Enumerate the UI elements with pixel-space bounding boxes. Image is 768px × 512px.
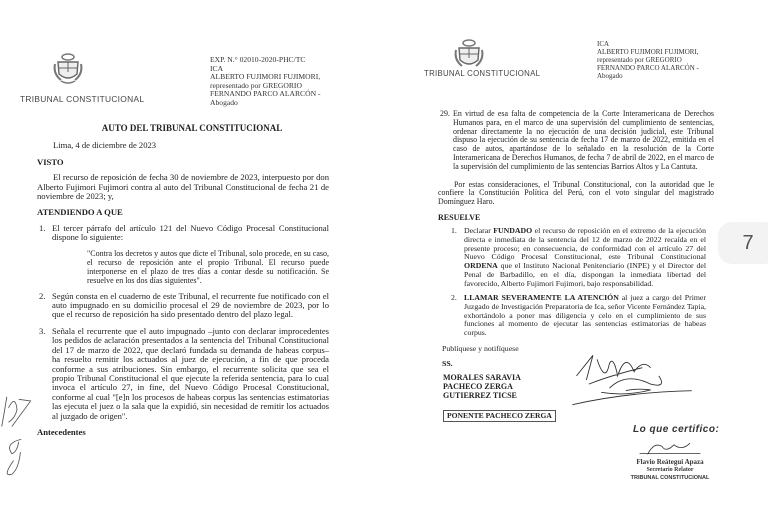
resolution-verdict: FUNDADO <box>493 226 533 236</box>
case-header <box>597 40 699 80</box>
resolution-text: Declarar <box>464 226 494 236</box>
secretary-name: Flavio Reátegui Apaza <box>636 458 704 466</box>
item-text: Según consta en el cuaderno de este Tribunal, el recurrente fue notificado con el auto impugnado en su domicilio procesal el 29 de noviembre de 2023, por lo que el recurso de reposición ha sido presentado dentro del plazo legal. <box>52 290 329 320</box>
handwritten-initials <box>0 385 34 485</box>
atendiendo-heading: ATENDIENDO A QUE <box>37 207 123 218</box>
magistrate-name: GUTIERREZ TICSE <box>443 390 517 400</box>
case-header-line: Abogado <box>597 72 623 80</box>
item-number: 29. <box>440 109 450 118</box>
item-text: El tercer párrafo del artículo 121 del Nuevo Código Procesal Constitucional dispone lo siguiente: <box>52 222 329 243</box>
publiquese-text: Publíquese y notifíquese <box>442 343 519 353</box>
resuelve-heading: RESUELVE <box>438 212 481 222</box>
item-number: 3. <box>39 325 46 336</box>
item-text: Señala el recurrente que el auto impugnado –junto con declarar improcedentes los pedidos de aclaración presentados a la sentencia del Tribunal Constitucional del 17 de marzo de 2022, que declaró fundada su demanda de habeas corpus– ha resuelto remitir los actuados al juez de ejecución, a fin de que proceda conforme a sus atribuciones. Sin embargo, el recurrente solicita que sea el propio Tribunal Constitucional el que ejecute la referida sentencia, para lo cual invoca el artículo 27, in fine, del Nuevo Código Procesal Constitucional, conforme al cual "[e]n los procesos de habeas corpus las sentencias estimatorias las ejecuta el juez o la sala que la expidió, sin necesidad de remitir los actuados al juzgado de origen". <box>52 325 329 421</box>
resolution-item <box>451 226 706 288</box>
item-number: 1. <box>39 222 46 233</box>
magistrate-name: PACHECO ZERGA <box>443 381 513 391</box>
quoted-article: "Contra los decretos y autos que dicte el Tribunal, solo procede, en su caso, el recurso de reposición ante el propio Tribunal. El recurso puede interponerse en el plazo de tres días a contar desde su notificación. Se resuelve en los dos días siguientes". <box>87 248 329 285</box>
case-header-line: ICA <box>597 40 610 48</box>
peru-coat-of-arms-logo <box>454 38 484 72</box>
item-text: En virtud de esa falta de competencia de la Corte Interamericana de Derechos Humanos para, en el marco de una supervisión del cumplimiento de sentencias, ordenar directamente la no ejecución de una decisión judicial, este Tribunal dispuso la ejecución de su sentencia de fecha 17 de marzo de 2022, emitida en el caso de autos, apartándose de lo señalado en la resolución de la Corte Interamericana de Derechos Humanos, de fecha 7 de abril de 2022, en el marco de la supervisión del cumplimiento de las sentencias Barrios Altos y La Cantuta. <box>453 109 714 171</box>
ponente-box: PONENTE PACHECO ZERGA <box>443 410 556 422</box>
resolution-order: ORDENA <box>464 261 498 271</box>
case-header <box>210 56 320 108</box>
list-item <box>440 109 714 172</box>
resolution-text: que el Instituto Nacional Penitenciario (INPE) y el Director del Penal de Barbadillo, en el día, dispongan la inmediata libertad del favorecido, Alberto Fujimori Fujimori, bajo responsabilidad. <box>464 261 706 288</box>
case-header-line: FERNANDO PARCO ALARCÓN - <box>597 64 699 72</box>
case-header-line: ALBERTO FUJIMORI FUJIMORI, <box>210 72 321 82</box>
case-header-line: Abogado <box>210 97 238 107</box>
antecedentes-heading: Antecedentes <box>37 426 86 437</box>
secretary-title: Secretario Relator <box>646 467 694 473</box>
secretary-block <box>620 458 720 482</box>
institution-name: TRIBUNAL CONSTITUCIONAL <box>424 69 541 78</box>
case-number: EXP. N.° 02010-2020-PHC/TC <box>210 55 306 64</box>
resolution-text: al juez a cargo del Primer Juzgado de Investigación Preparatoria de Ica, señor Vicente Fernández Tapia, exhortándolo a poner mas diligencia y celo en el cumplimiento de sus funciones al momento de ejecutar las sentencias estimatorias de habeas corpus. <box>464 293 706 338</box>
magistrates-signatures <box>560 345 700 415</box>
ss-label: SS. <box>442 359 453 369</box>
case-header-line: representado por GREGORIO <box>210 80 302 90</box>
secretary-signature <box>630 440 710 456</box>
visto-heading: VISTO <box>37 156 64 167</box>
case-header-line: ALBERTO FUJIMORI FUJIMORI, <box>597 48 699 56</box>
page-number-badge[interactable]: 7 <box>718 222 768 264</box>
item-number: 1. <box>451 226 457 236</box>
resolution-text: el recurso de reposición en el extremo de la ejecución directa e inmediata de la sentencia del 12 de marzo de 2022 recaída en el presente proceso; en consecuencia, de conformidad con el artículo 27 del Nuevo Código Procesal Constitucional, este Tribunal Constitucional <box>464 226 706 262</box>
peru-coat-of-arms-logo <box>53 52 83 86</box>
document-title: AUTO DEL TRIBUNAL CONSTITUCIONAL <box>101 123 283 133</box>
secretary-institution: TRIBUNAL CONSTITUCIONAL <box>630 475 710 481</box>
left-page-body <box>37 124 329 437</box>
case-header-line: ICA <box>210 63 224 73</box>
resolution-verdict: LLAMAR SEVERAMENTE LA ATENCIÓN <box>464 293 619 303</box>
list-item <box>39 222 329 243</box>
certification-label: Lo que certifico: <box>633 424 720 435</box>
document-date: Lima, 4 de diciembre de 2023 <box>53 140 157 151</box>
item-number: 2. <box>39 290 46 301</box>
resolution-item <box>451 293 706 338</box>
magistrate-name: MORALES SARAVIA <box>443 372 521 382</box>
list-item <box>39 325 329 421</box>
institution-name: TRIBUNAL CONSTITUCIONAL <box>20 94 145 104</box>
list-item <box>39 290 329 320</box>
considerations-text: Por estas consideraciones, el Tribunal Constitucional, con la autoridad que le confiere la Constitución Política del Perú, con el voto singular del magistrado Domínguez Haro. <box>438 179 714 207</box>
item-number: 2. <box>451 293 457 303</box>
case-header-line: FERNANDO PARCO ALARCÓN - <box>210 89 321 99</box>
case-header-line: representado por GREGORIO <box>597 56 682 64</box>
visto-text: El recurso de reposición de fecha 30 de noviembre de 2023, interpuesto por don Alberto Fujimori Fujimori contra al auto del Tribunal Constitucional de fecha 21 de noviembre de 2023; y, <box>37 172 329 202</box>
